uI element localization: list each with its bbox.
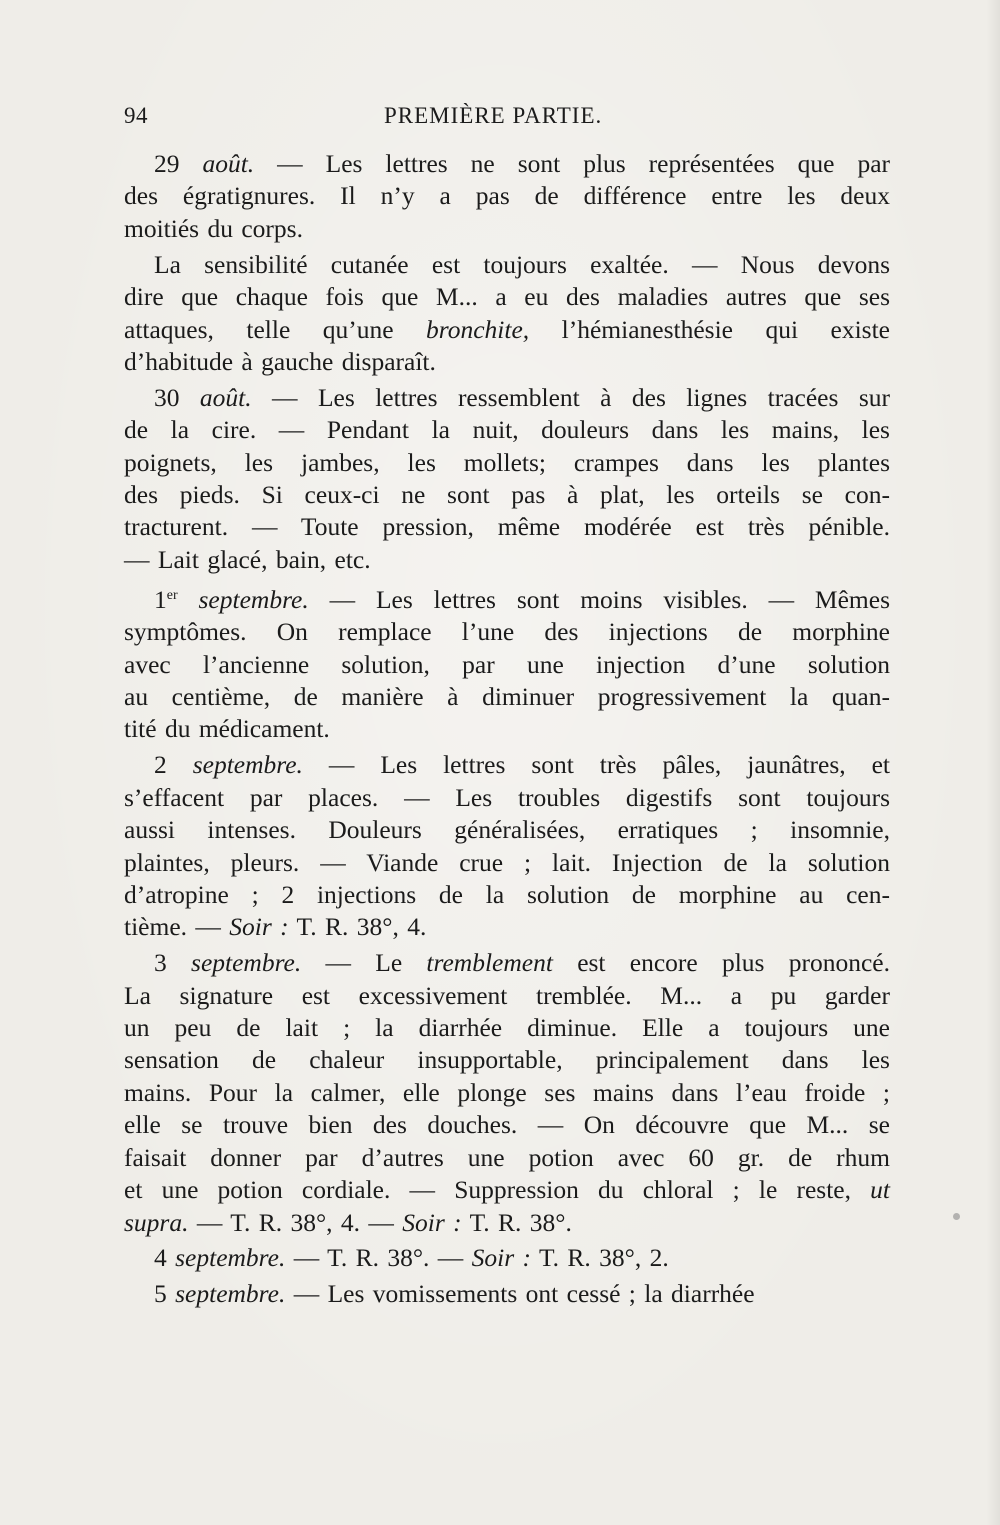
text-line (124, 249, 890, 281)
text-run: de la cire. — Pendant la nuit, douleurs dans les mains, les (124, 415, 890, 445)
paragraph (124, 749, 890, 943)
text-line (124, 414, 890, 446)
text-run: d’atropine ; 2 injections de la solution de morphine au cen- (124, 879, 890, 909)
text-line (124, 749, 890, 781)
text-line (124, 782, 890, 814)
text-run: T. R. 38°, 4. (288, 912, 427, 942)
text-run: 29 (154, 149, 203, 178)
text-run: mains. Pour la calmer, elle plonge ses mains dans l’eau froide ; (124, 1077, 890, 1107)
text-line (124, 1077, 890, 1109)
italic-text: août. (202, 149, 255, 178)
text-run: elle se trouve bien des douches. — On découvre que M... se (124, 1110, 890, 1140)
text-run: un peu de lait ; la diarrhée diminue. Elle a toujours une (124, 1013, 890, 1043)
text-run: des pieds. Si ceux-ci ne sont pas à plat, les orteils se con- (124, 480, 890, 510)
running-head: PREMIÈRE PARTIE. (384, 103, 603, 128)
italic-text: tremblement (426, 948, 553, 978)
page-header (124, 103, 888, 133)
text-line (124, 314, 890, 346)
text-run: et une potion cordiale. — Suppression du chloral ; le reste, (124, 1175, 871, 1205)
text-run: dire que chaque fois que M... a eu des maladies autres que ses (124, 282, 890, 312)
text-run: — Les lettres sont moins visibles. — Mêmes (308, 584, 891, 614)
text-run: — Les vomissements ont cessé ; la diarrhée (285, 1279, 755, 1309)
text-run: avec l’ancienne solution, par une injection d’une solution (124, 649, 890, 679)
italic-text: Soir : (471, 1243, 532, 1273)
text-run: 1 (154, 584, 167, 614)
italic-text: septembre. (175, 1243, 286, 1273)
text-line (124, 580, 890, 616)
text-run: — T. R. 38°. — (285, 1243, 472, 1273)
paragraph (124, 1242, 890, 1274)
text-line (124, 281, 890, 313)
text-run: sensation de chaleur insupportable, principalement dans les (124, 1045, 890, 1075)
text-run: symptômes. On remplace l’une des injections de morphine (124, 617, 890, 647)
text-line (124, 980, 890, 1012)
text-line (124, 382, 890, 414)
text-line (124, 346, 890, 378)
text-line (124, 511, 890, 543)
italic-text: Soir : (402, 1207, 462, 1237)
text-run: — Les lettres ressemblent à des lignes tracées sur (251, 382, 890, 412)
text-line (124, 947, 890, 979)
text-line (124, 544, 890, 576)
text-run: tracturent. — Toute pression, même modérée est très pénible. (124, 512, 890, 542)
text-line (124, 1044, 890, 1076)
paragraph (124, 382, 890, 576)
text-run: d’habitude à gauche disparaît. (124, 346, 436, 376)
italic-text: août. (199, 382, 252, 412)
text-run: — Le (301, 948, 427, 978)
body-text (124, 148, 890, 1314)
italic-text: septembre. (177, 584, 309, 614)
text-line (124, 1109, 890, 1141)
text-run: faisait donner par d’autres une potion avec 60 gr. de rhum (124, 1142, 890, 1172)
text-run: aussi intenses. Douleurs généralisées, erratiques ; insomnie, (124, 815, 890, 845)
italic-text: septembre. (191, 948, 302, 978)
text-line (124, 1207, 890, 1239)
text-run: — Les lettres ne sont plus représentées que par (254, 149, 890, 178)
text-run: T. R. 38°, 2. (531, 1243, 669, 1273)
text-line (124, 479, 890, 511)
paragraph (124, 947, 890, 1239)
text-line (124, 681, 890, 713)
text-line (124, 814, 890, 846)
text-line (124, 1142, 890, 1174)
text-run: 4 (154, 1243, 176, 1273)
italic-text: ut (870, 1175, 890, 1205)
italic-text: Soir : (229, 912, 289, 942)
text-line (124, 1012, 890, 1044)
text-run: attaques, telle qu’une (124, 314, 427, 344)
text-run: 3 (154, 948, 192, 978)
text-line (124, 847, 890, 879)
text-line (124, 1278, 890, 1310)
text-run: 5 (154, 1279, 176, 1309)
text-run: La signature est excessivement tremblée. M... a pu garder (124, 980, 890, 1010)
page-number: 94 (124, 103, 148, 128)
text-run: tité du médicament. (124, 714, 330, 744)
text-run: T. R. 38°. (461, 1207, 572, 1237)
text-run: au centième, de manière à diminuer progressivement la quan- (124, 682, 890, 711)
text-line (124, 616, 890, 648)
text-run: plaintes, pleurs. — Viande crue ; lait. Injection de la solution (124, 847, 890, 877)
text-line (124, 911, 890, 943)
text-line (124, 213, 890, 245)
text-line (124, 148, 890, 180)
text-line (124, 879, 890, 911)
text-run: La sensibilité cutanée est toujours exaltée. — Nous devons (154, 249, 890, 279)
paragraph (124, 249, 890, 379)
text-line (124, 713, 890, 745)
text-run: tième. — (124, 912, 230, 942)
italic-text: supra. (124, 1207, 189, 1237)
italic-text: septembre. (175, 1279, 286, 1309)
paragraph (124, 148, 890, 245)
text-line (124, 649, 890, 681)
text-run: est encore plus prononcé. (552, 948, 890, 978)
text-run: — T. R. 38°, 4. — (188, 1207, 403, 1237)
text-run: s’effacent par places. — Les troubles digestifs sont toujours (124, 782, 890, 812)
text-run: 2 (154, 750, 193, 780)
page-edge-shadow (986, 0, 1000, 1525)
text-run: — Les lettres sont très pâles, jaunâtres, et (302, 750, 891, 780)
paragraph (124, 1278, 890, 1310)
text-run: 30 (154, 382, 200, 412)
italic-text: septembre. (192, 750, 303, 780)
text-line (124, 1174, 890, 1206)
text-line (124, 180, 890, 212)
paragraph (124, 580, 890, 746)
text-line (124, 1242, 890, 1274)
paper-speck (953, 1213, 960, 1220)
text-run: l’hémianesthésie qui existe (529, 314, 890, 344)
text-run: des égratignures. Il n’y a pas de différence entre les deux (124, 181, 890, 211)
italic-text: bronchite, (426, 314, 530, 344)
superscript-text: er (166, 587, 178, 603)
text-run: poignets, les jambes, les mollets; crampes dans les plantes (124, 447, 890, 477)
text-line (124, 447, 890, 479)
text-run: — Lait glacé, bain, etc. (124, 544, 371, 574)
text-run: moitiés du corps. (124, 213, 303, 243)
